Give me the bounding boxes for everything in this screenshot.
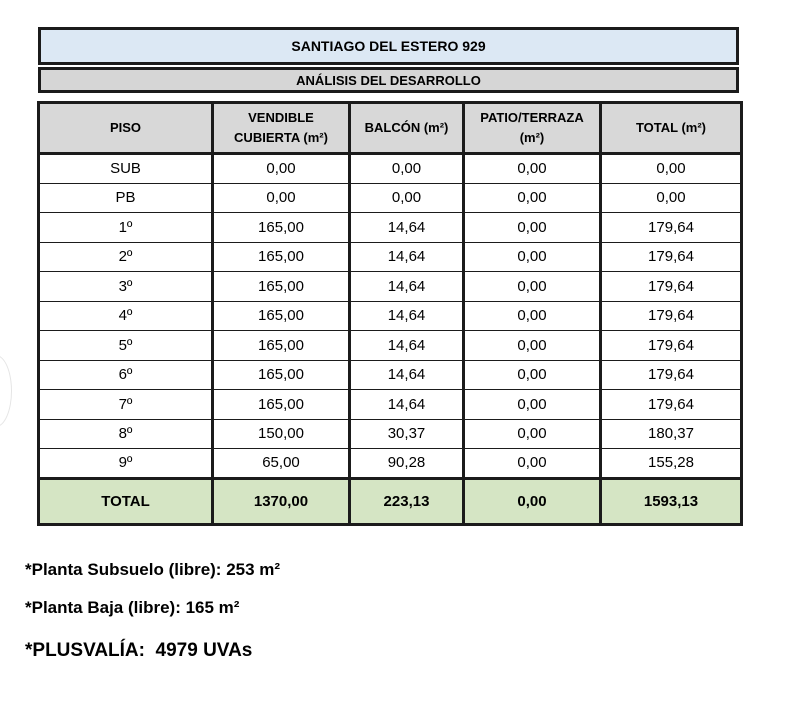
cell-total: 0,00 [601, 183, 742, 213]
header-piso: PISO [39, 103, 213, 154]
cell-patio: 0,00 [464, 154, 601, 184]
table-row [39, 301, 742, 331]
cell-patio: 0,00 [464, 419, 601, 449]
table-total-row [39, 478, 742, 524]
cell-vendible: 165,00 [213, 242, 350, 272]
cell-vendible: 165,00 [213, 213, 350, 243]
cell-balcon: 14,64 [350, 272, 464, 302]
note-planta-baja: *Planta Baja (libre): 165 m² [25, 598, 240, 617]
table-row [39, 183, 742, 213]
total-balcon: 223,13 [350, 478, 464, 524]
cell-vendible: 165,00 [213, 390, 350, 420]
cell-piso: 3º [39, 272, 213, 302]
cell-piso: 5º [39, 331, 213, 361]
cell-patio: 0,00 [464, 331, 601, 361]
header-total: TOTAL (m²) [601, 103, 742, 154]
table-row [39, 449, 742, 479]
area-analysis-table [37, 101, 743, 526]
table-row [39, 360, 742, 390]
cell-total: 180,37 [601, 419, 742, 449]
table-row [39, 390, 742, 420]
cell-patio: 0,00 [464, 272, 601, 302]
total-label: TOTAL [39, 478, 213, 524]
cell-vendible: 165,00 [213, 272, 350, 302]
cell-balcon: 14,64 [350, 213, 464, 243]
cell-patio: 0,00 [464, 183, 601, 213]
cell-balcon: 14,64 [350, 331, 464, 361]
cell-total: 179,64 [601, 213, 742, 243]
cell-piso: 2º [39, 242, 213, 272]
cell-balcon: 14,64 [350, 242, 464, 272]
cell-total: 179,64 [601, 272, 742, 302]
cell-patio: 0,00 [464, 390, 601, 420]
table-body [39, 154, 742, 479]
cell-vendible: 150,00 [213, 419, 350, 449]
cell-vendible: 165,00 [213, 360, 350, 390]
cell-total: 179,64 [601, 360, 742, 390]
cell-balcon: 14,64 [350, 360, 464, 390]
cell-vendible: 165,00 [213, 331, 350, 361]
table-header-row [39, 103, 742, 154]
cell-piso: SUB [39, 154, 213, 184]
cell-piso: 1º [39, 213, 213, 243]
cell-total: 155,28 [601, 449, 742, 479]
note-subsuelo: *Planta Subsuelo (libre): 253 m² [25, 560, 281, 579]
cell-vendible: 65,00 [213, 449, 350, 479]
cell-total: 179,64 [601, 301, 742, 331]
cell-patio: 0,00 [464, 213, 601, 243]
cell-vendible: 0,00 [213, 183, 350, 213]
table-row [39, 272, 742, 302]
total-vendible: 1370,00 [213, 478, 350, 524]
cell-piso: PB [39, 183, 213, 213]
cell-total: 179,64 [601, 390, 742, 420]
cell-total: 179,64 [601, 331, 742, 361]
cell-balcon: 14,64 [350, 301, 464, 331]
cell-total: 179,64 [601, 242, 742, 272]
cell-piso: 8º [39, 419, 213, 449]
cell-balcon: 14,64 [350, 390, 464, 420]
cell-total: 0,00 [601, 154, 742, 184]
cell-patio: 0,00 [464, 242, 601, 272]
table-row [39, 331, 742, 361]
note-plusvalia: *PLUSVALÍA: 4979 UVAs [25, 640, 253, 661]
cell-patio: 0,00 [464, 360, 601, 390]
total-patio: 0,00 [464, 478, 601, 524]
document-subtitle: ANÁLISIS DEL DESARROLLO [38, 67, 739, 93]
table-row [39, 242, 742, 272]
cell-vendible: 165,00 [213, 301, 350, 331]
total-total: 1593,13 [601, 478, 742, 524]
page-edge-decoration [0, 355, 12, 427]
cell-patio: 0,00 [464, 301, 601, 331]
table-row [39, 419, 742, 449]
cell-piso: 6º [39, 360, 213, 390]
cell-piso: 4º [39, 301, 213, 331]
cell-patio: 0,00 [464, 449, 601, 479]
cell-balcon: 30,37 [350, 419, 464, 449]
header-vendible-cubierta: VENDIBLE CUBIERTA (m²) [213, 103, 350, 154]
document-title: SANTIAGO DEL ESTERO 929 [38, 27, 739, 65]
cell-vendible: 0,00 [213, 154, 350, 184]
header-balcon: BALCÓN (m²) [350, 103, 464, 154]
cell-balcon: 0,00 [350, 183, 464, 213]
cell-balcon: 90,28 [350, 449, 464, 479]
header-patio-terraza: PATIO/TERRAZA (m²) [464, 103, 601, 154]
table-row [39, 213, 742, 243]
table-row [39, 154, 742, 184]
cell-balcon: 0,00 [350, 154, 464, 184]
document-header [38, 27, 739, 93]
cell-piso: 9º [39, 449, 213, 479]
cell-piso: 7º [39, 390, 213, 420]
